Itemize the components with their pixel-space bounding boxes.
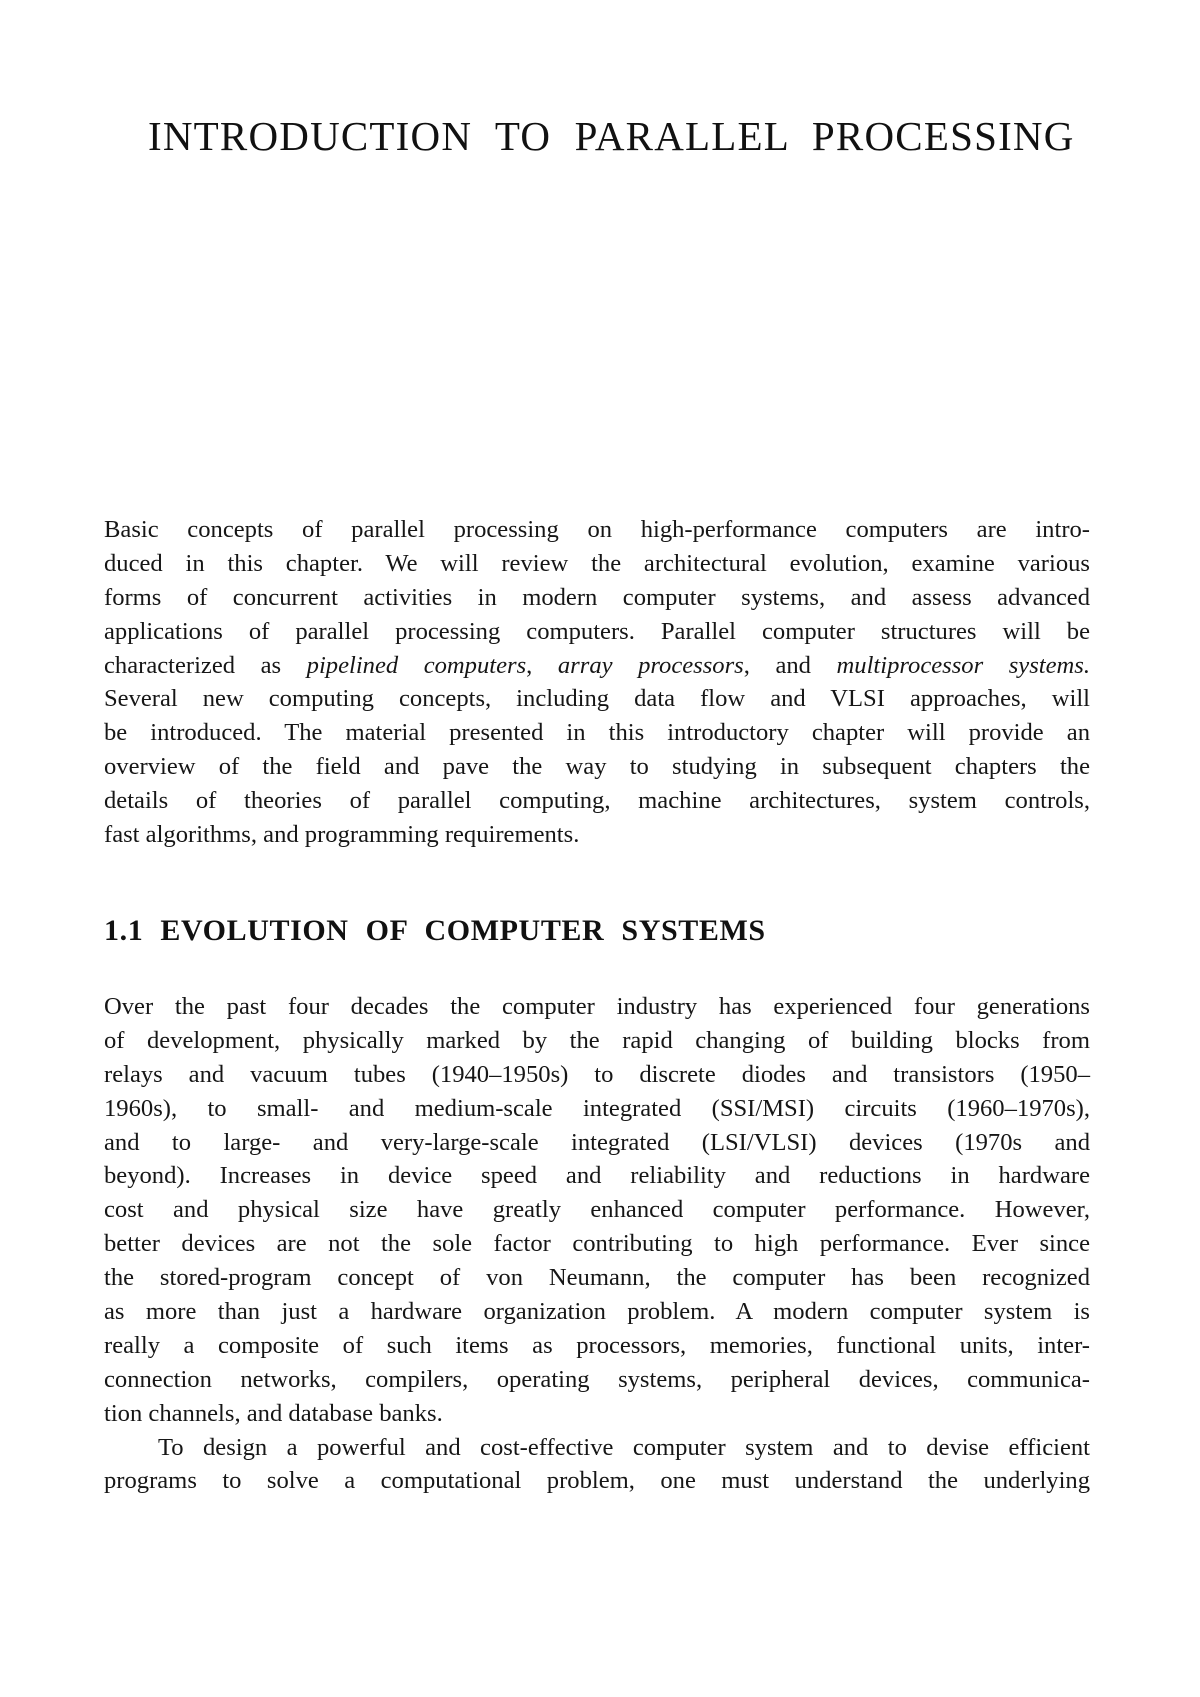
text-line: connection networks, compilers, operating systems, peripheral devices, communica- [104,1365,1090,1393]
section-heading: 1.1 EVOLUTION OF COMPUTER SYSTEMS [104,914,766,947]
text-line: 1960s), to small- and medium-scale integrated (SSI/MSI) circuits (1960–1970s), [104,1094,1090,1122]
text-line: the stored-program concept of von Neumann, the computer has been recognized [104,1264,1090,1292]
text-line: duced in this chapter. We will review the architectural evolution, examine various [104,549,1090,577]
emphasis-pipelined-computers: pipelined computers [306,651,527,679]
text-line: beyond). Increases in device speed and reliability and reductions in hardware [104,1162,1090,1190]
text-line-with-emphasis [104,649,1090,683]
text-line: tion channels, and database banks. [104,1399,443,1427]
text-line: be introduced. The material presented in this introductory chapter will provide an [104,719,1090,747]
text-line: and to large- and very-large-scale integrated (LSI/VLSI) devices (1970s and [104,1128,1090,1156]
text-line: forms of concurrent activities in modern computer systems, and assess advanced [104,583,1090,611]
text-line: Over the past four decades the computer industry has experienced four generations [104,993,1090,1020]
text-line: as more than just a hardware organization problem. A modern computer system is [104,1298,1090,1326]
text-line: of development, physically marked by the rapid changing of building blocks from [104,1026,1090,1054]
text-line: relays and vacuum tubes (1940–1950s) to discrete diodes and transistors (1950– [104,1060,1090,1088]
emphasis-multiprocessor-systems: multiprocessor systems. [836,651,1091,679]
text-run: characterized as [104,651,307,679]
text-line: details of theories of parallel computing, machine architectures, system controls, [104,787,1090,815]
text-line: overview of the field and pave the way to studying in subsequent chapters the [104,753,1090,781]
text-line: programs to solve a computational problem, one must understand the underlying [104,1467,1090,1495]
text-run: , and [743,651,837,679]
text-line: Basic concepts of parallel processing on high-performance computers are intro- [104,516,1090,543]
text-line: better devices are not the sole factor contributing to high performance. Ever since [104,1230,1090,1258]
text-line: To design a powerful and cost-effective computer system and to devise efficient [158,1433,1090,1461]
chapter-title: INTRODUCTION TO PARALLEL PROCESSING [148,113,1075,159]
text-run: , [526,651,558,679]
text-line: fast algorithms, and programming requirements. [104,821,580,849]
text-line: Several new computing concepts, including data flow and VLSI approaches, will [104,685,1090,713]
text-line: really a composite of such items as processors, memories, functional units, inter- [104,1331,1090,1359]
emphasis-array-processors: array processors [557,651,744,679]
intro-paragraph [104,513,1090,852]
section-body [104,990,1090,1498]
text-line: cost and physical size have greatly enhanced computer performance. However, [104,1196,1090,1224]
text-line: applications of parallel processing computers. Parallel computer structures will be [104,617,1090,645]
